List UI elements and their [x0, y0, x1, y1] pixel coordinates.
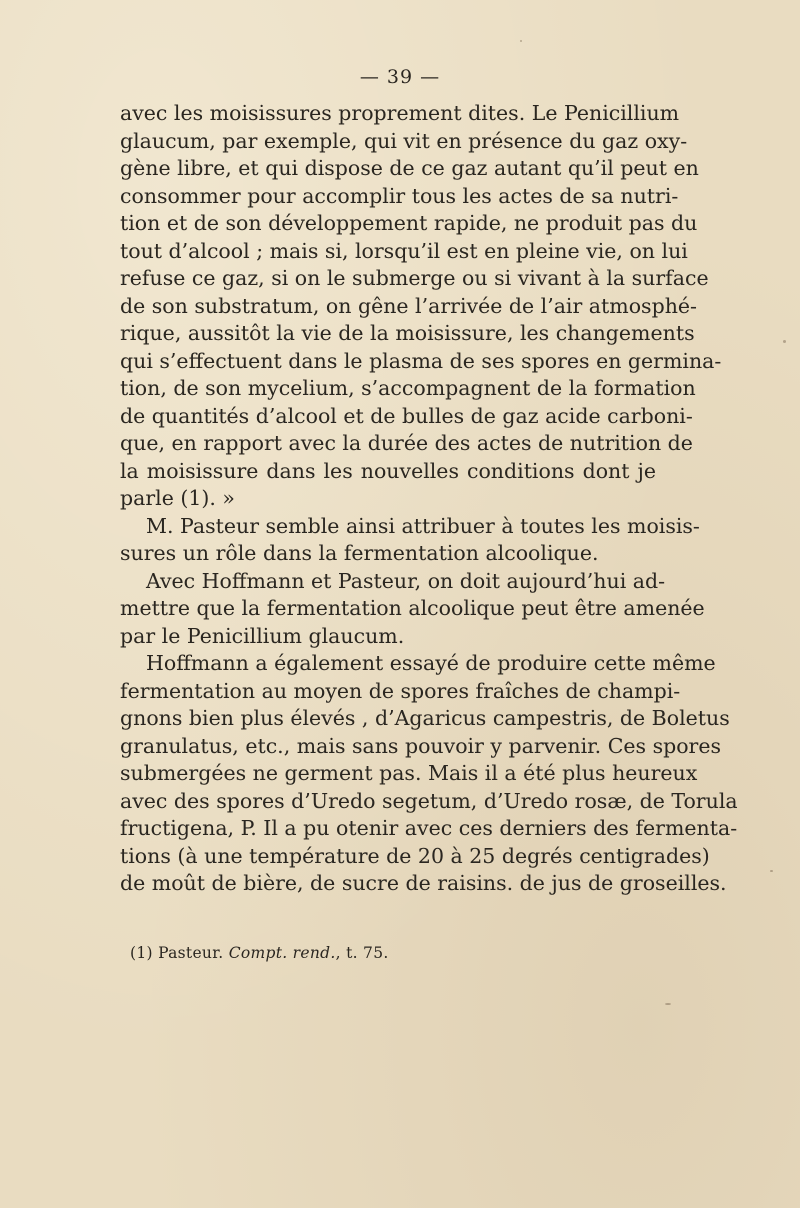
text-line: Hoffmann a également essayé de produire cette même: [146, 651, 716, 675]
text-line: Avec Hoffmann et Pasteur, on doit aujourd’hui ad-: [146, 568, 666, 593]
text-line: avec les moisissures proprement dites. Le Penicillium: [120, 101, 680, 125]
text-line: tout d’alcool ; mais si, lorsqu’il est en pleine vie, on lui: [120, 238, 688, 263]
text-line: granulatus, etc., mais sans pouvoir y parvenir. Ces spores: [120, 733, 722, 758]
page-number: — 39 —: [359, 66, 441, 88]
text-line: fermentation au moyen de spores fraîches de champi-: [120, 678, 681, 703]
paper-speck: [520, 40, 522, 42]
text-line: que, en rapport avec la durée des actes de nutrition de: [120, 431, 693, 455]
footnote-source: Compt. rend.: [228, 944, 336, 962]
text-line: sures un rôle dans la fermentation alcoolique.: [120, 541, 599, 565]
text-line: submergées ne germent pas. Mais il a été plus heureux: [120, 761, 698, 785]
text-line: consommer pour accomplir tous les actes de sa nutri-: [120, 183, 679, 208]
text-line: tion et de son développement rapide, ne produit pas du: [120, 211, 698, 235]
text-line: de son substratum, on gêne l’arrivée de l’air atmosphé-: [120, 293, 697, 318]
text-line: avec des spores d’Uredo segetum, d’Uredo rosæ, de Torula: [120, 788, 738, 813]
text-line: M. Pasteur semble ainsi attribuer à toutes les moisis-: [146, 513, 700, 538]
text-line: rique, aussitôt la vie de la moisissure, les changements: [120, 321, 695, 345]
text-line: fructigena, P. Il a pu otenir avec ces derniers des fermenta-: [120, 816, 738, 840]
body-text: [120, 100, 738, 898]
text-line: gnons bien plus élevés , d’Agaricus campestris, de Boletus: [120, 706, 730, 730]
text-line: la moisissure dans les nouvelles conditions dont je: [120, 458, 656, 483]
paper-speck: [783, 340, 786, 343]
text-line: glaucum, par exemple, qui vit en présence du gaz oxy-: [120, 128, 688, 153]
text-line: de quantités d’alcool et de bulles de gaz acide carboni-: [120, 403, 693, 428]
text-line: mettre que la fermentation alcoolique peut être amenée: [120, 596, 705, 620]
footnote-volume: , t. 75.: [335, 944, 389, 962]
footnote: [130, 944, 389, 962]
text-line: tions (à une température de 20 à 25 degrés centigrades): [120, 843, 710, 868]
paper-speck: [770, 870, 773, 872]
text-line: qui s’effectuent dans le plasma de ses spores en germina-: [120, 348, 722, 373]
text-line: par le Penicillium glaucum.: [120, 623, 405, 648]
footnote-marker: (1): [130, 944, 153, 962]
footnote-author: Pasteur.: [158, 944, 224, 962]
paper-speck: [665, 1003, 671, 1005]
text-line: parle (1). »: [120, 486, 235, 510]
text-line: refuse ce gaz, si on le submerge ou si vivant à la surface: [120, 266, 709, 290]
text-line: tion, de son mycelium, s’accompagnent de la formation: [120, 376, 696, 400]
text-line: gène libre, et qui dispose de ce gaz autant qu’il peut en: [120, 156, 699, 180]
text-line: de moût de bière, de sucre de raisins. de jus de groseilles.: [120, 871, 727, 895]
